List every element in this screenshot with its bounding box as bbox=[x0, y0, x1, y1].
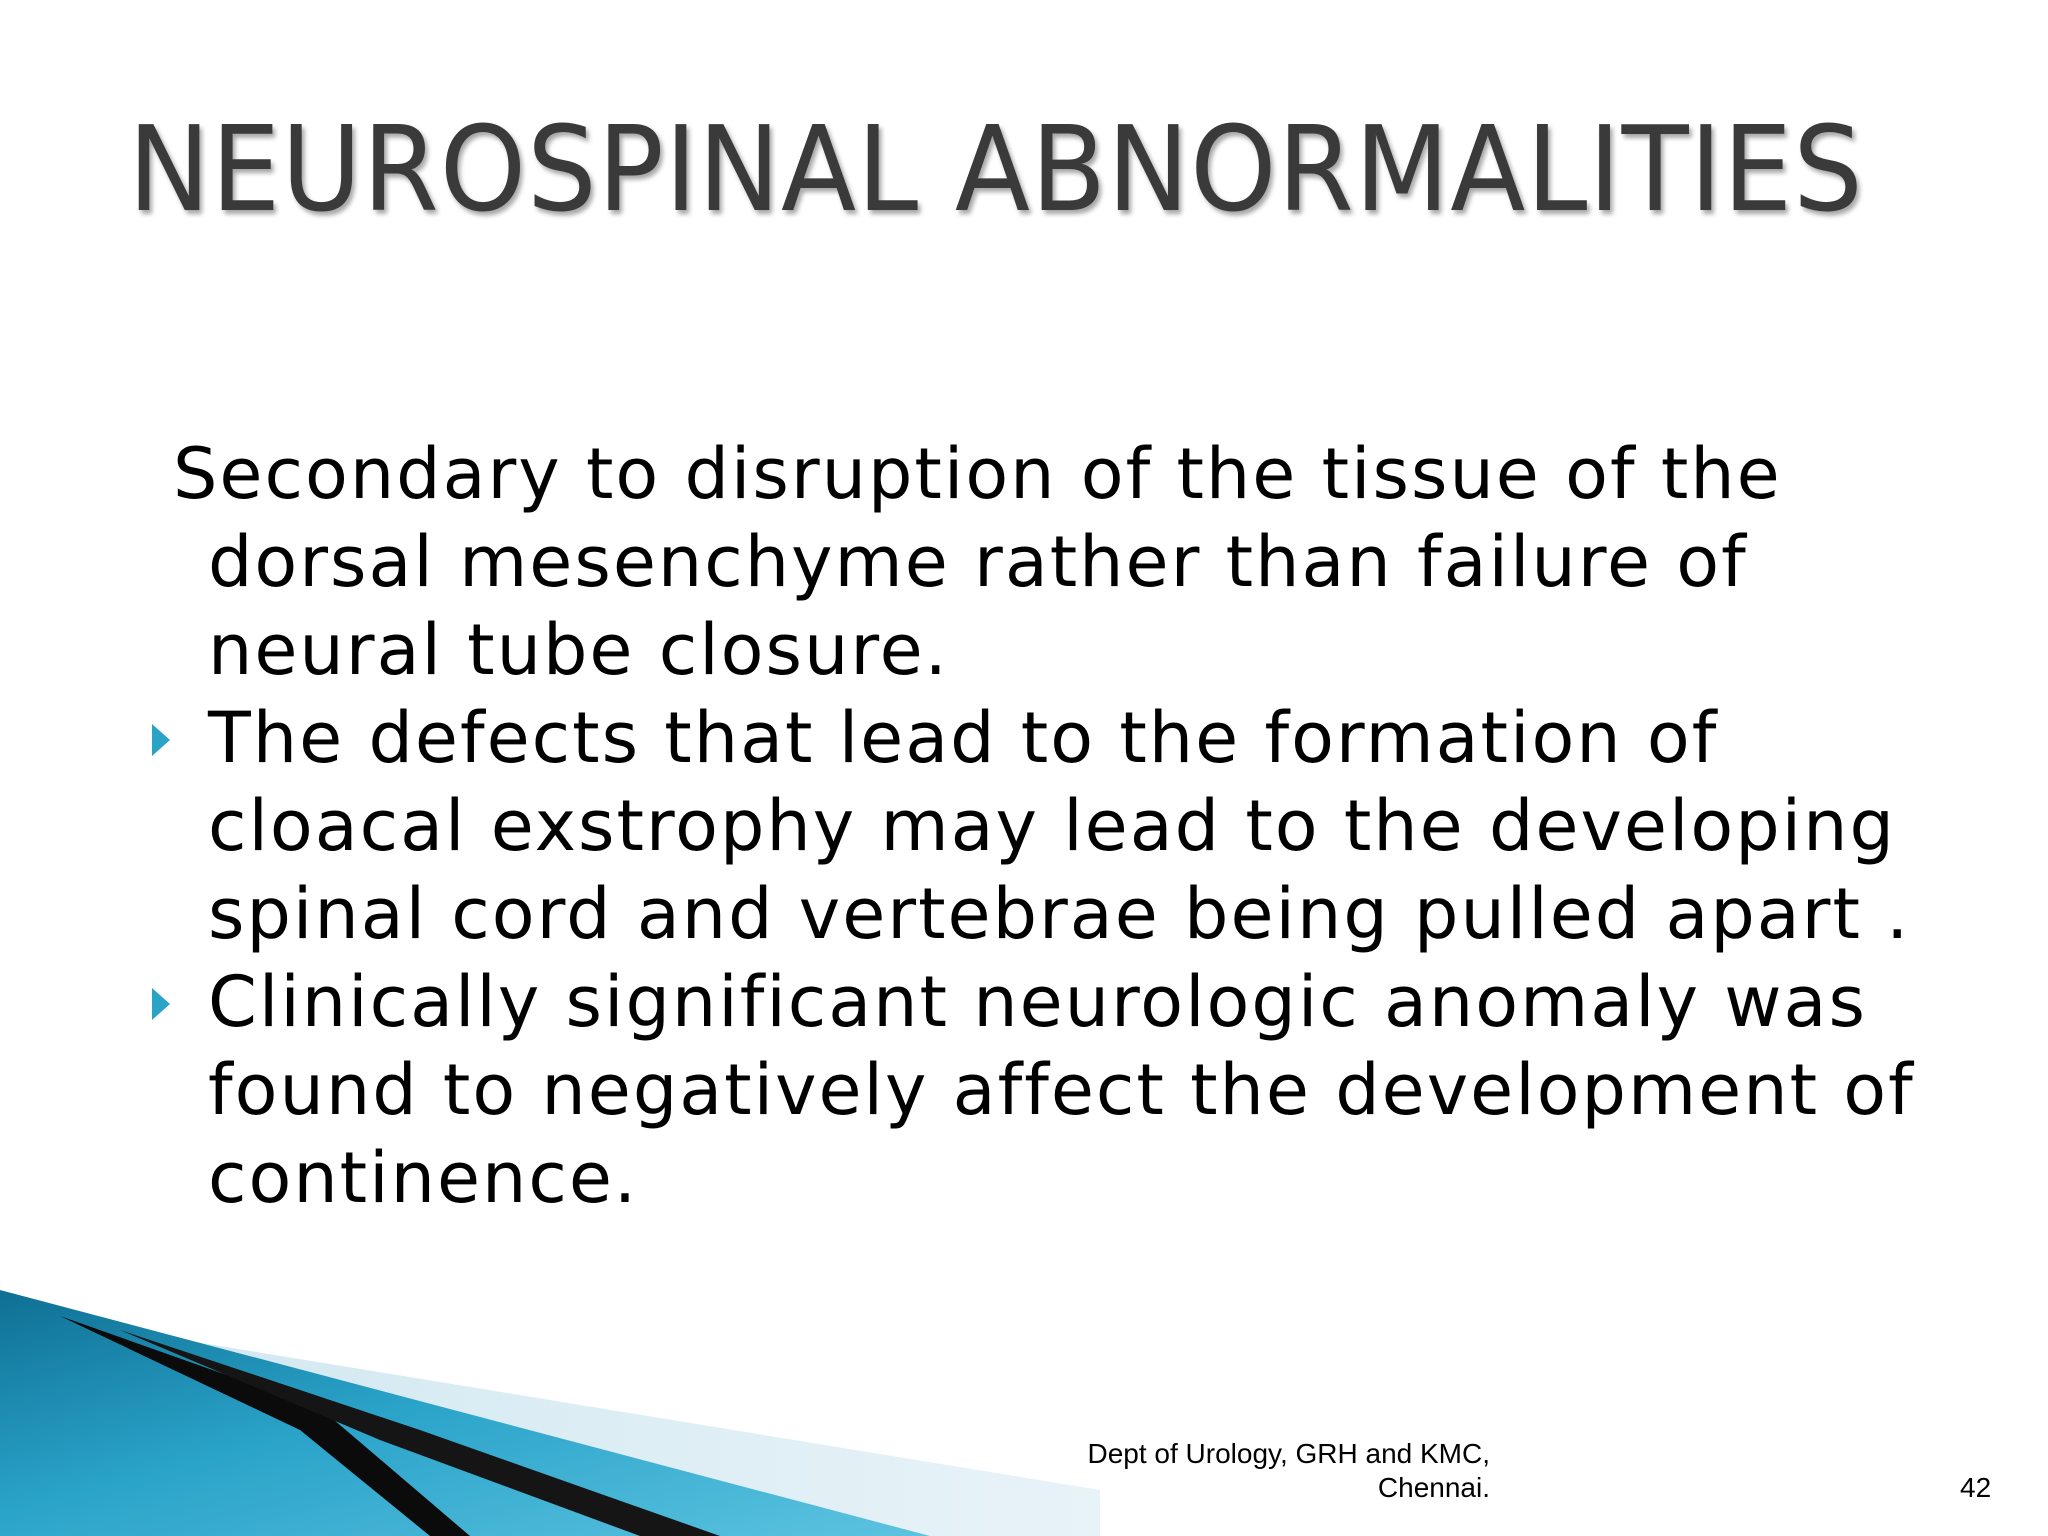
slide-body bbox=[140, 430, 1920, 1222]
footer-department bbox=[1050, 1437, 1490, 1505]
page-number: 42 bbox=[1960, 1472, 1992, 1503]
bullet-text: The defects that lead to the formation of cloacal exstrophy may lead to the developing spinal cord and vertebrae being pulled apart . bbox=[208, 697, 1911, 955]
footer-line-1: Dept of Urology, GRH and KMC, bbox=[1087, 1438, 1490, 1469]
triangle-bullet-icon bbox=[152, 988, 170, 1020]
bullet-text: Clinically significant neurologic anomaly was found to negatively affect the development of continence. bbox=[208, 961, 1915, 1219]
slide-title: NEUROSPINAL ABNORMALITIES bbox=[128, 100, 1864, 238]
body-paragraph-intro: Secondary to disruption of the tissue of the dorsal mesenchyme rather than failure of neural tube closure. bbox=[173, 433, 1782, 691]
footer-line-2: Chennai. bbox=[1377, 1472, 1490, 1503]
bullet-item-continence bbox=[140, 958, 1920, 1222]
triangle-bullet-icon bbox=[152, 724, 170, 756]
decorative-wave-graphic bbox=[0, 1290, 1100, 1536]
bullet-item-defects bbox=[140, 694, 1920, 958]
